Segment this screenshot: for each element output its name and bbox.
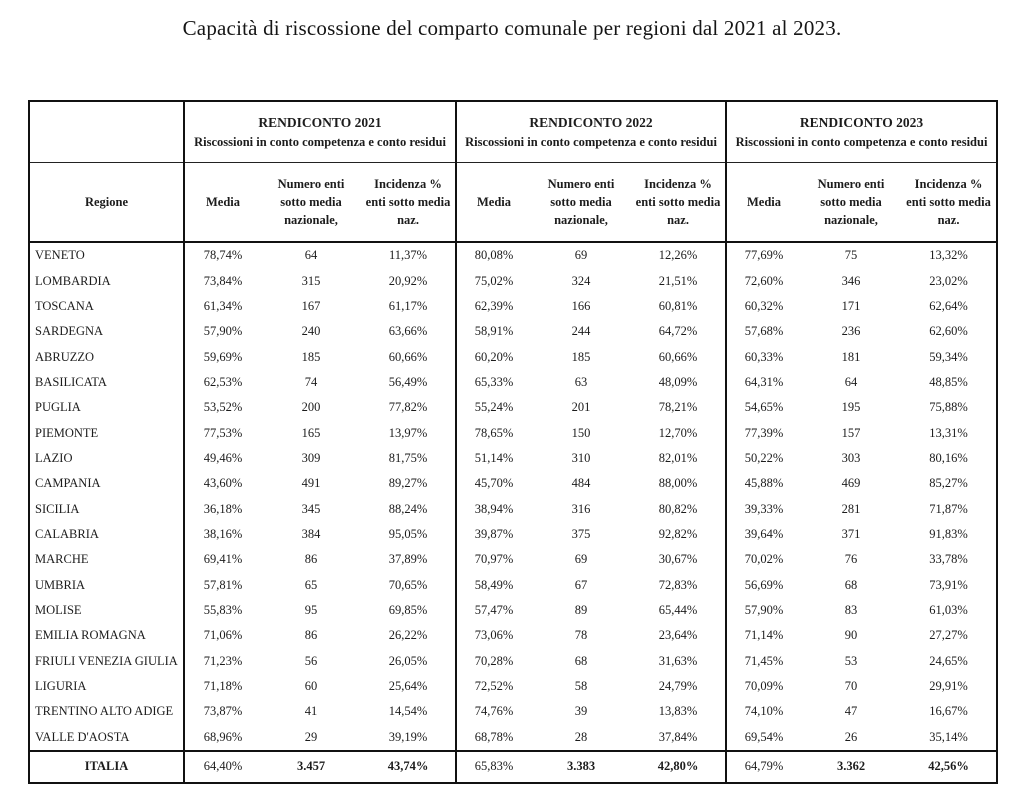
table-row [29, 572, 997, 597]
value-cell: 60,33% [726, 344, 801, 369]
table-row [29, 699, 997, 724]
value-cell: 78,65% [456, 420, 531, 445]
value-cell: 68 [844, 577, 858, 592]
year-block-subtitle: Riscossioni in conto competenza e conto residui [735, 134, 988, 149]
value-cell: 75,88% [929, 400, 968, 415]
region-name: SARDEGNA [29, 319, 184, 344]
value-cell: 65,44% [658, 602, 698, 617]
region-name: CAMPANIA [29, 471, 184, 496]
value-cell: 39,33% [726, 496, 801, 521]
value-cell: 51,14% [456, 446, 531, 471]
table-container [28, 100, 996, 784]
year-block-title: RENDICONTO 2022 [529, 115, 653, 131]
value-cell: 26 [844, 729, 858, 744]
value-cell: 70,65% [388, 577, 428, 592]
value-cell: 484 [571, 476, 591, 491]
incidenza-column-header: Incidenza % enti sotto media naz. [631, 163, 726, 243]
value-cell: 72,83% [658, 577, 698, 592]
region-name: MOLISE [29, 598, 184, 623]
value-cell: 41 [304, 704, 318, 719]
region-name: MARCHE [29, 547, 184, 572]
year-block-title: RENDICONTO 2021 [258, 115, 382, 131]
value-cell: 60,20% [456, 344, 531, 369]
value-cell: 77,39% [726, 420, 801, 445]
value-cell: 491 [301, 476, 321, 491]
value-cell: 71,45% [726, 649, 801, 674]
value-cell: 80,82% [658, 501, 698, 516]
value-cell: 13,83% [658, 704, 698, 719]
value-cell: 74,10% [726, 699, 801, 724]
value-cell: 70,97% [456, 547, 531, 572]
value-cell: 58 [574, 679, 588, 694]
value-cell: 55,24% [456, 395, 531, 420]
total-value-cell: 64,40% [184, 751, 261, 783]
value-cell: 244 [571, 324, 591, 339]
region-name: ABRUZZO [29, 344, 184, 369]
value-cell: 88,00% [658, 476, 698, 491]
value-cell: 45,70% [456, 471, 531, 496]
value-cell: 27,27% [929, 628, 968, 643]
value-cell: 86 [304, 628, 318, 643]
table-row [29, 268, 997, 293]
value-cell: 39,87% [456, 522, 531, 547]
value-cell: 31,63% [658, 653, 698, 668]
value-cell: 62,53% [184, 370, 261, 395]
value-cell: 80,08% [456, 242, 531, 268]
table-row [29, 547, 997, 572]
value-cell: 11,37% [388, 248, 428, 263]
region-name: EMILIA ROMAGNA [29, 623, 184, 648]
table-row [29, 420, 997, 445]
value-cell: 30,67% [658, 552, 698, 567]
region-name: SICILIA [29, 496, 184, 521]
value-cell: 77,53% [184, 420, 261, 445]
region-name: FRIULI VENEZIA GIULIA [29, 649, 184, 674]
year-block-subtitle: Riscossioni in conto competenza e conto residui [465, 134, 717, 149]
value-cell: 23,64% [658, 628, 698, 643]
value-cell: 24,65% [929, 653, 968, 668]
value-cell: 63 [574, 374, 588, 389]
value-cell: 72,52% [456, 674, 531, 699]
total-value-cell: 64,79% [726, 751, 801, 783]
value-cell: 60 [304, 679, 318, 694]
value-cell: 38,16% [184, 522, 261, 547]
column-header-row [29, 163, 997, 243]
region-name: VENETO [29, 242, 184, 268]
value-cell: 47 [844, 704, 858, 719]
value-cell: 167 [301, 298, 321, 313]
value-cell: 43,60% [184, 471, 261, 496]
total-region-label: ITALIA [29, 751, 184, 783]
value-cell: 78 [574, 628, 588, 643]
region-name: LIGURIA [29, 674, 184, 699]
value-cell: 76 [844, 552, 858, 567]
value-cell: 45,88% [726, 471, 801, 496]
value-cell: 77,82% [388, 400, 428, 415]
value-cell: 88,24% [388, 501, 428, 516]
value-cell: 29,91% [929, 679, 968, 694]
value-cell: 165 [301, 425, 321, 440]
value-cell: 201 [571, 400, 591, 415]
value-cell: 73,84% [184, 268, 261, 293]
value-cell: 64,31% [726, 370, 801, 395]
value-cell: 157 [841, 425, 861, 440]
total-value-cell: 3.457 [261, 751, 361, 783]
value-cell: 69 [574, 552, 588, 567]
table-row [29, 395, 997, 420]
region-name: UMBRIA [29, 572, 184, 597]
table-row [29, 725, 997, 751]
value-cell: 69,85% [388, 602, 428, 617]
table-row [29, 370, 997, 395]
value-cell: 185 [571, 349, 591, 364]
value-cell: 78,74% [184, 242, 261, 268]
value-cell: 12,26% [658, 248, 698, 263]
value-cell: 69,54% [726, 725, 801, 751]
table-row [29, 344, 997, 369]
year-block-2023 [726, 101, 997, 163]
value-cell: 14,54% [388, 704, 428, 719]
value-cell: 50,22% [726, 446, 801, 471]
table-footer [29, 751, 997, 783]
value-cell: 346 [841, 273, 861, 288]
value-cell: 16,67% [929, 704, 968, 719]
value-cell: 56,49% [388, 374, 428, 389]
value-cell: 77,69% [726, 242, 801, 268]
table-body [29, 242, 997, 751]
value-cell: 63,66% [388, 324, 428, 339]
value-cell: 54,65% [726, 395, 801, 420]
value-cell: 58,91% [456, 319, 531, 344]
numero-enti-column-header: Numero enti sotto media nazionale, [801, 163, 901, 243]
value-cell: 26,05% [388, 653, 428, 668]
value-cell: 65,33% [456, 370, 531, 395]
region-name: PIEMONTE [29, 420, 184, 445]
value-cell: 69,41% [184, 547, 261, 572]
value-cell: 469 [841, 476, 861, 491]
value-cell: 38,94% [456, 496, 531, 521]
value-cell: 36,18% [184, 496, 261, 521]
value-cell: 57,90% [184, 319, 261, 344]
page-title: Capacità di riscossione del comparto comunale per regioni dal 2021 al 2023. [182, 16, 842, 40]
value-cell: 73,91% [929, 577, 968, 592]
value-cell: 25,64% [388, 679, 428, 694]
year-block-title: RENDICONTO 2023 [799, 115, 924, 131]
value-cell: 13,32% [929, 248, 968, 263]
value-cell: 61,03% [929, 602, 968, 617]
value-cell: 53,52% [184, 395, 261, 420]
value-cell: 95,05% [388, 526, 428, 541]
value-cell: 75 [844, 248, 858, 263]
value-cell: 58,49% [456, 572, 531, 597]
value-cell: 35,14% [929, 729, 968, 744]
value-cell: 55,83% [184, 598, 261, 623]
value-cell: 89 [574, 602, 588, 617]
value-cell: 74,76% [456, 699, 531, 724]
value-cell: 81,75% [388, 450, 428, 465]
value-cell: 384 [301, 526, 321, 541]
value-cell: 60,66% [388, 349, 428, 364]
table-row [29, 319, 997, 344]
value-cell: 86 [304, 552, 318, 567]
table-row [29, 446, 997, 471]
table-row [29, 471, 997, 496]
value-cell: 69 [574, 248, 588, 263]
media-column-header: Media [456, 163, 531, 243]
value-cell: 26,22% [388, 628, 428, 643]
table-row [29, 294, 997, 319]
value-cell: 57,47% [456, 598, 531, 623]
value-cell: 309 [301, 450, 321, 465]
region-name: TOSCANA [29, 294, 184, 319]
value-cell: 71,06% [184, 623, 261, 648]
value-cell: 92,82% [658, 526, 698, 541]
total-row [29, 751, 997, 783]
value-cell: 185 [301, 349, 321, 364]
value-cell: 375 [571, 526, 591, 541]
value-cell: 80,16% [929, 450, 968, 465]
region-column-header: Regione [29, 163, 184, 243]
region-name: BASILICATA [29, 370, 184, 395]
total-value-cell: 42,80% [631, 751, 726, 783]
value-cell: 29 [304, 729, 318, 744]
value-cell: 68 [574, 653, 588, 668]
value-cell: 57,81% [184, 572, 261, 597]
value-cell: 89,27% [388, 476, 428, 491]
value-cell: 37,89% [388, 552, 428, 567]
table-row [29, 623, 997, 648]
value-cell: 49,46% [184, 446, 261, 471]
value-cell: 281 [841, 501, 861, 516]
value-cell: 13,97% [388, 425, 428, 440]
value-cell: 71,18% [184, 674, 261, 699]
value-cell: 59,34% [929, 349, 968, 364]
year-block-2021 [184, 101, 456, 163]
value-cell: 195 [841, 400, 861, 415]
riscossione-table [28, 100, 998, 784]
value-cell: 82,01% [658, 450, 698, 465]
value-cell: 90 [844, 628, 858, 643]
value-cell: 23,02% [929, 273, 968, 288]
value-cell: 310 [571, 450, 591, 465]
table-header [29, 101, 997, 242]
value-cell: 71,87% [929, 501, 968, 516]
value-cell: 59,69% [184, 344, 261, 369]
table-row [29, 242, 997, 268]
value-cell: 71,23% [184, 649, 261, 674]
numero-enti-column-header: Numero enti sotto media nazionale, [531, 163, 631, 243]
table-row [29, 674, 997, 699]
table-row [29, 496, 997, 521]
incidenza-column-header: Incidenza % enti sotto media naz. [361, 163, 456, 243]
value-cell: 171 [841, 298, 861, 313]
value-cell: 166 [571, 298, 591, 313]
value-cell: 39,19% [388, 729, 428, 744]
value-cell: 72,60% [726, 268, 801, 293]
value-cell: 371 [841, 526, 861, 541]
value-cell: 70,28% [456, 649, 531, 674]
value-cell: 150 [571, 425, 591, 440]
value-cell: 91,83% [929, 526, 968, 541]
value-cell: 73,06% [456, 623, 531, 648]
value-cell: 85,27% [929, 476, 968, 491]
value-cell: 62,60% [929, 324, 968, 339]
region-name: PUGLIA [29, 395, 184, 420]
year-block-2022 [456, 101, 726, 163]
value-cell: 56,69% [726, 572, 801, 597]
total-value-cell: 3.362 [801, 751, 901, 783]
value-cell: 61,17% [388, 298, 428, 313]
value-cell: 70,09% [726, 674, 801, 699]
value-cell: 48,09% [658, 374, 698, 389]
value-cell: 71,14% [726, 623, 801, 648]
value-cell: 240 [301, 324, 321, 339]
incidenza-column-header: Incidenza % enti sotto media naz. [901, 163, 997, 243]
value-cell: 83 [844, 602, 858, 617]
value-cell: 21,51% [658, 273, 698, 288]
value-cell: 315 [301, 273, 321, 288]
value-cell: 78,21% [658, 400, 698, 415]
value-cell: 57,68% [726, 319, 801, 344]
value-cell: 53 [844, 653, 858, 668]
numero-enti-column-header: Numero enti sotto media nazionale, [261, 163, 361, 243]
region-name: LOMBARDIA [29, 268, 184, 293]
table-row [29, 522, 997, 547]
value-cell: 37,84% [658, 729, 698, 744]
value-cell: 61,34% [184, 294, 261, 319]
value-cell: 60,66% [658, 349, 698, 364]
value-cell: 95 [304, 602, 318, 617]
value-cell: 65 [304, 577, 318, 592]
value-cell: 316 [571, 501, 591, 516]
value-cell: 64,72% [658, 324, 698, 339]
media-column-header: Media [184, 163, 261, 243]
region-name: TRENTINO ALTO ADIGE [29, 699, 184, 724]
total-value-cell: 43,74% [361, 751, 456, 783]
value-cell: 236 [841, 324, 861, 339]
value-cell: 39 [574, 704, 588, 719]
value-cell: 75,02% [456, 268, 531, 293]
value-cell: 60,32% [726, 294, 801, 319]
value-cell: 24,79% [658, 679, 698, 694]
value-cell: 324 [571, 273, 591, 288]
value-cell: 56 [304, 653, 318, 668]
region-name: VALLE D'AOSTA [29, 725, 184, 751]
value-cell: 70,02% [726, 547, 801, 572]
value-cell: 68,96% [184, 725, 261, 751]
value-cell: 200 [301, 400, 321, 415]
value-cell: 64 [304, 248, 318, 263]
value-cell: 68,78% [456, 725, 531, 751]
value-cell: 20,92% [388, 273, 428, 288]
total-value-cell: 3.383 [531, 751, 631, 783]
value-cell: 39,64% [726, 522, 801, 547]
region-name: CALABRIA [29, 522, 184, 547]
value-cell: 12,70% [658, 425, 698, 440]
media-column-header: Media [726, 163, 801, 243]
value-cell: 62,39% [456, 294, 531, 319]
region-name: LAZIO [29, 446, 184, 471]
value-cell: 60,81% [658, 298, 698, 313]
value-cell: 181 [841, 349, 861, 364]
value-cell: 48,85% [929, 374, 968, 389]
value-cell: 64 [844, 374, 858, 389]
value-cell: 73,87% [184, 699, 261, 724]
value-cell: 67 [574, 577, 588, 592]
value-cell: 62,64% [929, 298, 968, 313]
year-header-row [29, 101, 997, 163]
value-cell: 345 [301, 501, 321, 516]
table-row [29, 598, 997, 623]
corner-cell [29, 101, 184, 163]
value-cell: 33,78% [929, 552, 968, 567]
total-value-cell: 65,83% [456, 751, 531, 783]
year-block-subtitle: Riscossioni in conto competenza e conto residui [194, 134, 446, 149]
value-cell: 57,90% [726, 598, 801, 623]
value-cell: 74 [304, 374, 318, 389]
total-value-cell: 42,56% [901, 751, 997, 783]
value-cell: 70 [844, 679, 858, 694]
table-row [29, 649, 997, 674]
value-cell: 303 [841, 450, 861, 465]
value-cell: 13,31% [929, 425, 968, 440]
value-cell: 28 [574, 729, 588, 744]
